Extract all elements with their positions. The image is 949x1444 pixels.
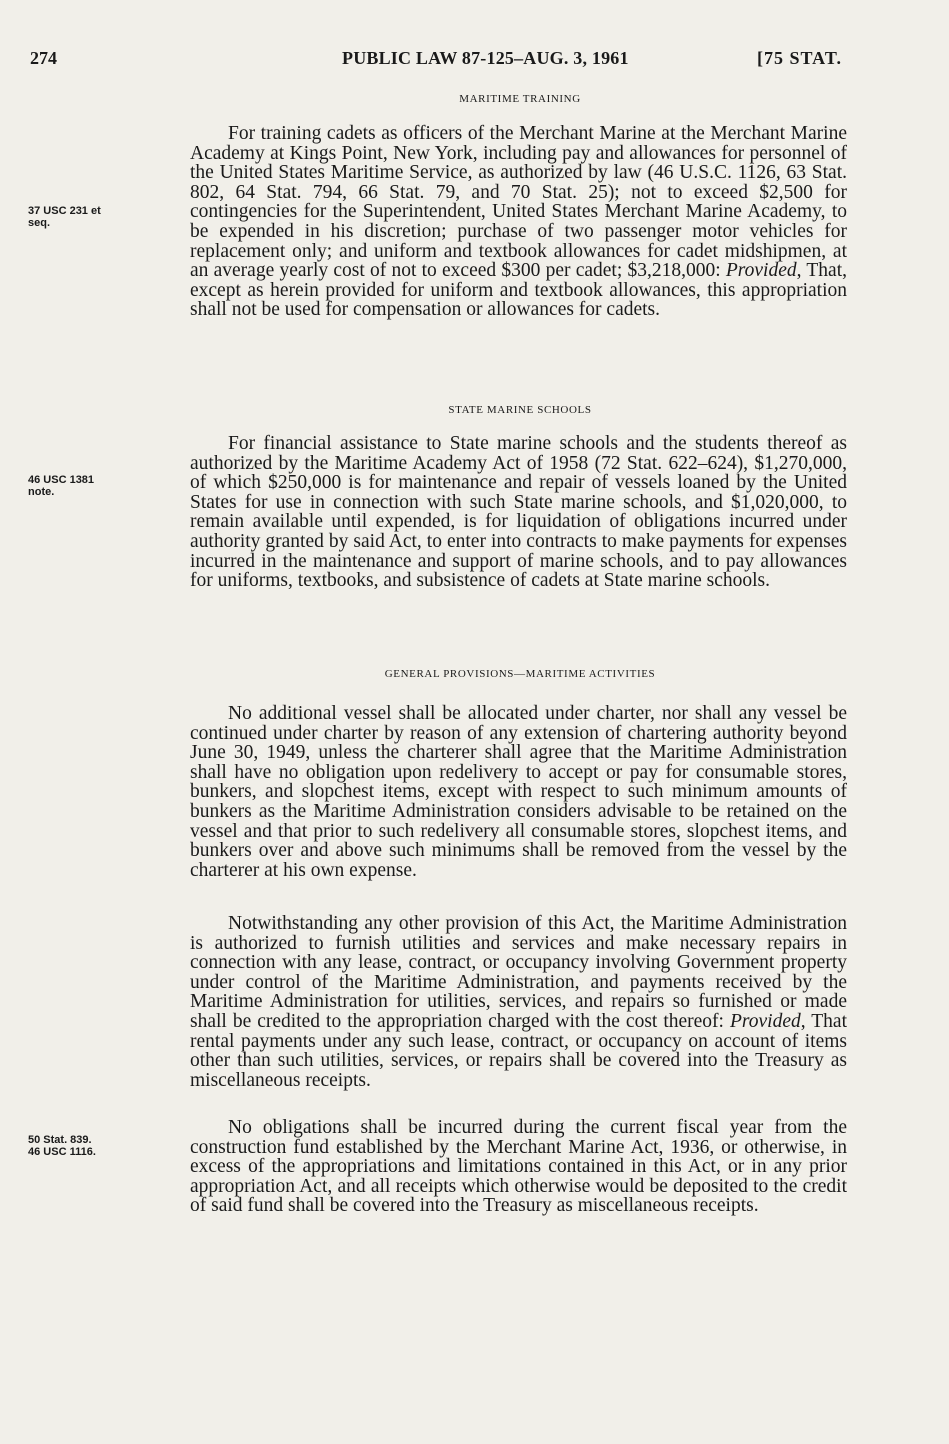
paragraph-maritime-training xyxy=(190,124,847,320)
paragraph-construction-fund: No obligations shall be incurred during the current fiscal year from the construction fund established by the Merchant Marine Act, 1936, or otherwise, in excess of the appropriations and limitations contained in this Act, or in any prior appropriation Act, and all receipts which otherwise would be deposited to the credit of said fund shall be covered into the Treasury as miscellaneous receipts. xyxy=(190,1117,847,1217)
running-title: PUBLIC LAW 87-125–AUG. 3, 1961 xyxy=(342,48,629,68)
paragraph-text: For training cadets as officers of the Merchant Marine at the Merchant Marine Academy at Kings Point, New York, including pay and allowances for personnel of the United States Maritime Service, as authorized by law (46 U.S.C. 1126, 63 Stat. 802, 64 Stat. 794, 66 Stat. 79, and 70 Stat. 25); not to exceed $2,500 for contingencies for the Superintendent, United States Merchant Marine Academy, to be expended in his discretion; purchase of two passenger motor vehicles for replacement only; and uniform and textbook allowances for cadet midshipmen, at an average yearly cost of not to exceed $300 per cadet; $3,218,000: xyxy=(190,123,847,282)
margin-note-line: 50 Stat. 839. xyxy=(28,1134,92,1146)
heading-state-marine-schools: STATE MARINE SCHOOLS xyxy=(448,404,592,416)
heading-maritime-training: MARITIME TRAINING xyxy=(459,93,581,105)
proviso-italic: Provided xyxy=(725,260,797,282)
margin-note-line: 46 USC 1116. xyxy=(28,1146,96,1158)
heading-general-provisions: GENERAL PROVISIONS—MARITIME ACTIVITIES xyxy=(384,668,656,680)
margin-note-line: seq. xyxy=(28,217,51,229)
margin-note-50-stat xyxy=(28,1134,188,1158)
paragraph-text: Notwithstanding any other provision of this Act, the Maritime Administration is authorized to furnish utilities and services and make necessary repairs in connection with any lease, contract, or occupancy involving Government property under control of the Maritime Administration, and payments received by the Maritime Administration for utilities, services, and repairs so furnished or made shall be credited to the appropriation charged with the cost thereof: xyxy=(190,913,847,1032)
margin-note-46-usc-1381 xyxy=(28,474,188,498)
page-number: 274 xyxy=(30,48,57,68)
paragraph-text: , That, except as herein provided for uniform and textbook allowances, this appropriation shall not be used for compensation or allowances for cadets. xyxy=(190,260,847,321)
paragraph-charter: No additional vessel shall be allocated under charter, nor shall any vessel be continued under charter by reason of any extension of chartering authority beyond June 30, 1949, unless the charterer shall agree that the Maritime Administration shall have no obligation upon redelivery to accept or pay for consumable stores, bunkers, and slopchest items, except with respect to such minimum amounts of bunkers as the Maritime Administration considers advisable to be retained on the vessel and that prior to such redelivery all consumable stores, slopchest items, and bunkers over and above such minimums shall be removed from the vessel by the charterer at his own expense. xyxy=(190,703,847,881)
paragraph-state-marine-schools: For financial assistance to State marine schools and the students thereof as authorized by the Maritime Academy Act of 1958 (72 Stat. 622–624), $1,270,000, of which $250,000 is for maintenance and repair of vessels loaned by the United States for use in connection with such State marine schools, and $1,020,000, to remain available until expended, is for liquidation of obligations incurred under authority granted by said Act, to enter into contracts to make payments for expenses incurred in the maintenance and support of marine schools, and to pay allowances for uniforms, textbooks, and subsistence of cadets at State marine schools. xyxy=(190,433,847,592)
margin-note-37-usc xyxy=(28,205,188,229)
margin-note-line: 37 USC 231 et xyxy=(28,205,101,217)
paragraph-utilities xyxy=(190,914,847,1090)
margin-note-line: note. xyxy=(28,486,55,498)
proviso-italic: Provided xyxy=(729,1010,801,1032)
margin-note-line: 46 USC 1381 xyxy=(28,474,95,486)
paragraph-text: , That rental payments under any such lease, contract, or occupancy on account of items other than such utilities, services, or repairs shall be covered into the Treasury as miscellaneous receipts. xyxy=(190,1010,847,1091)
statute-reference: [75 STAT. xyxy=(757,48,843,68)
